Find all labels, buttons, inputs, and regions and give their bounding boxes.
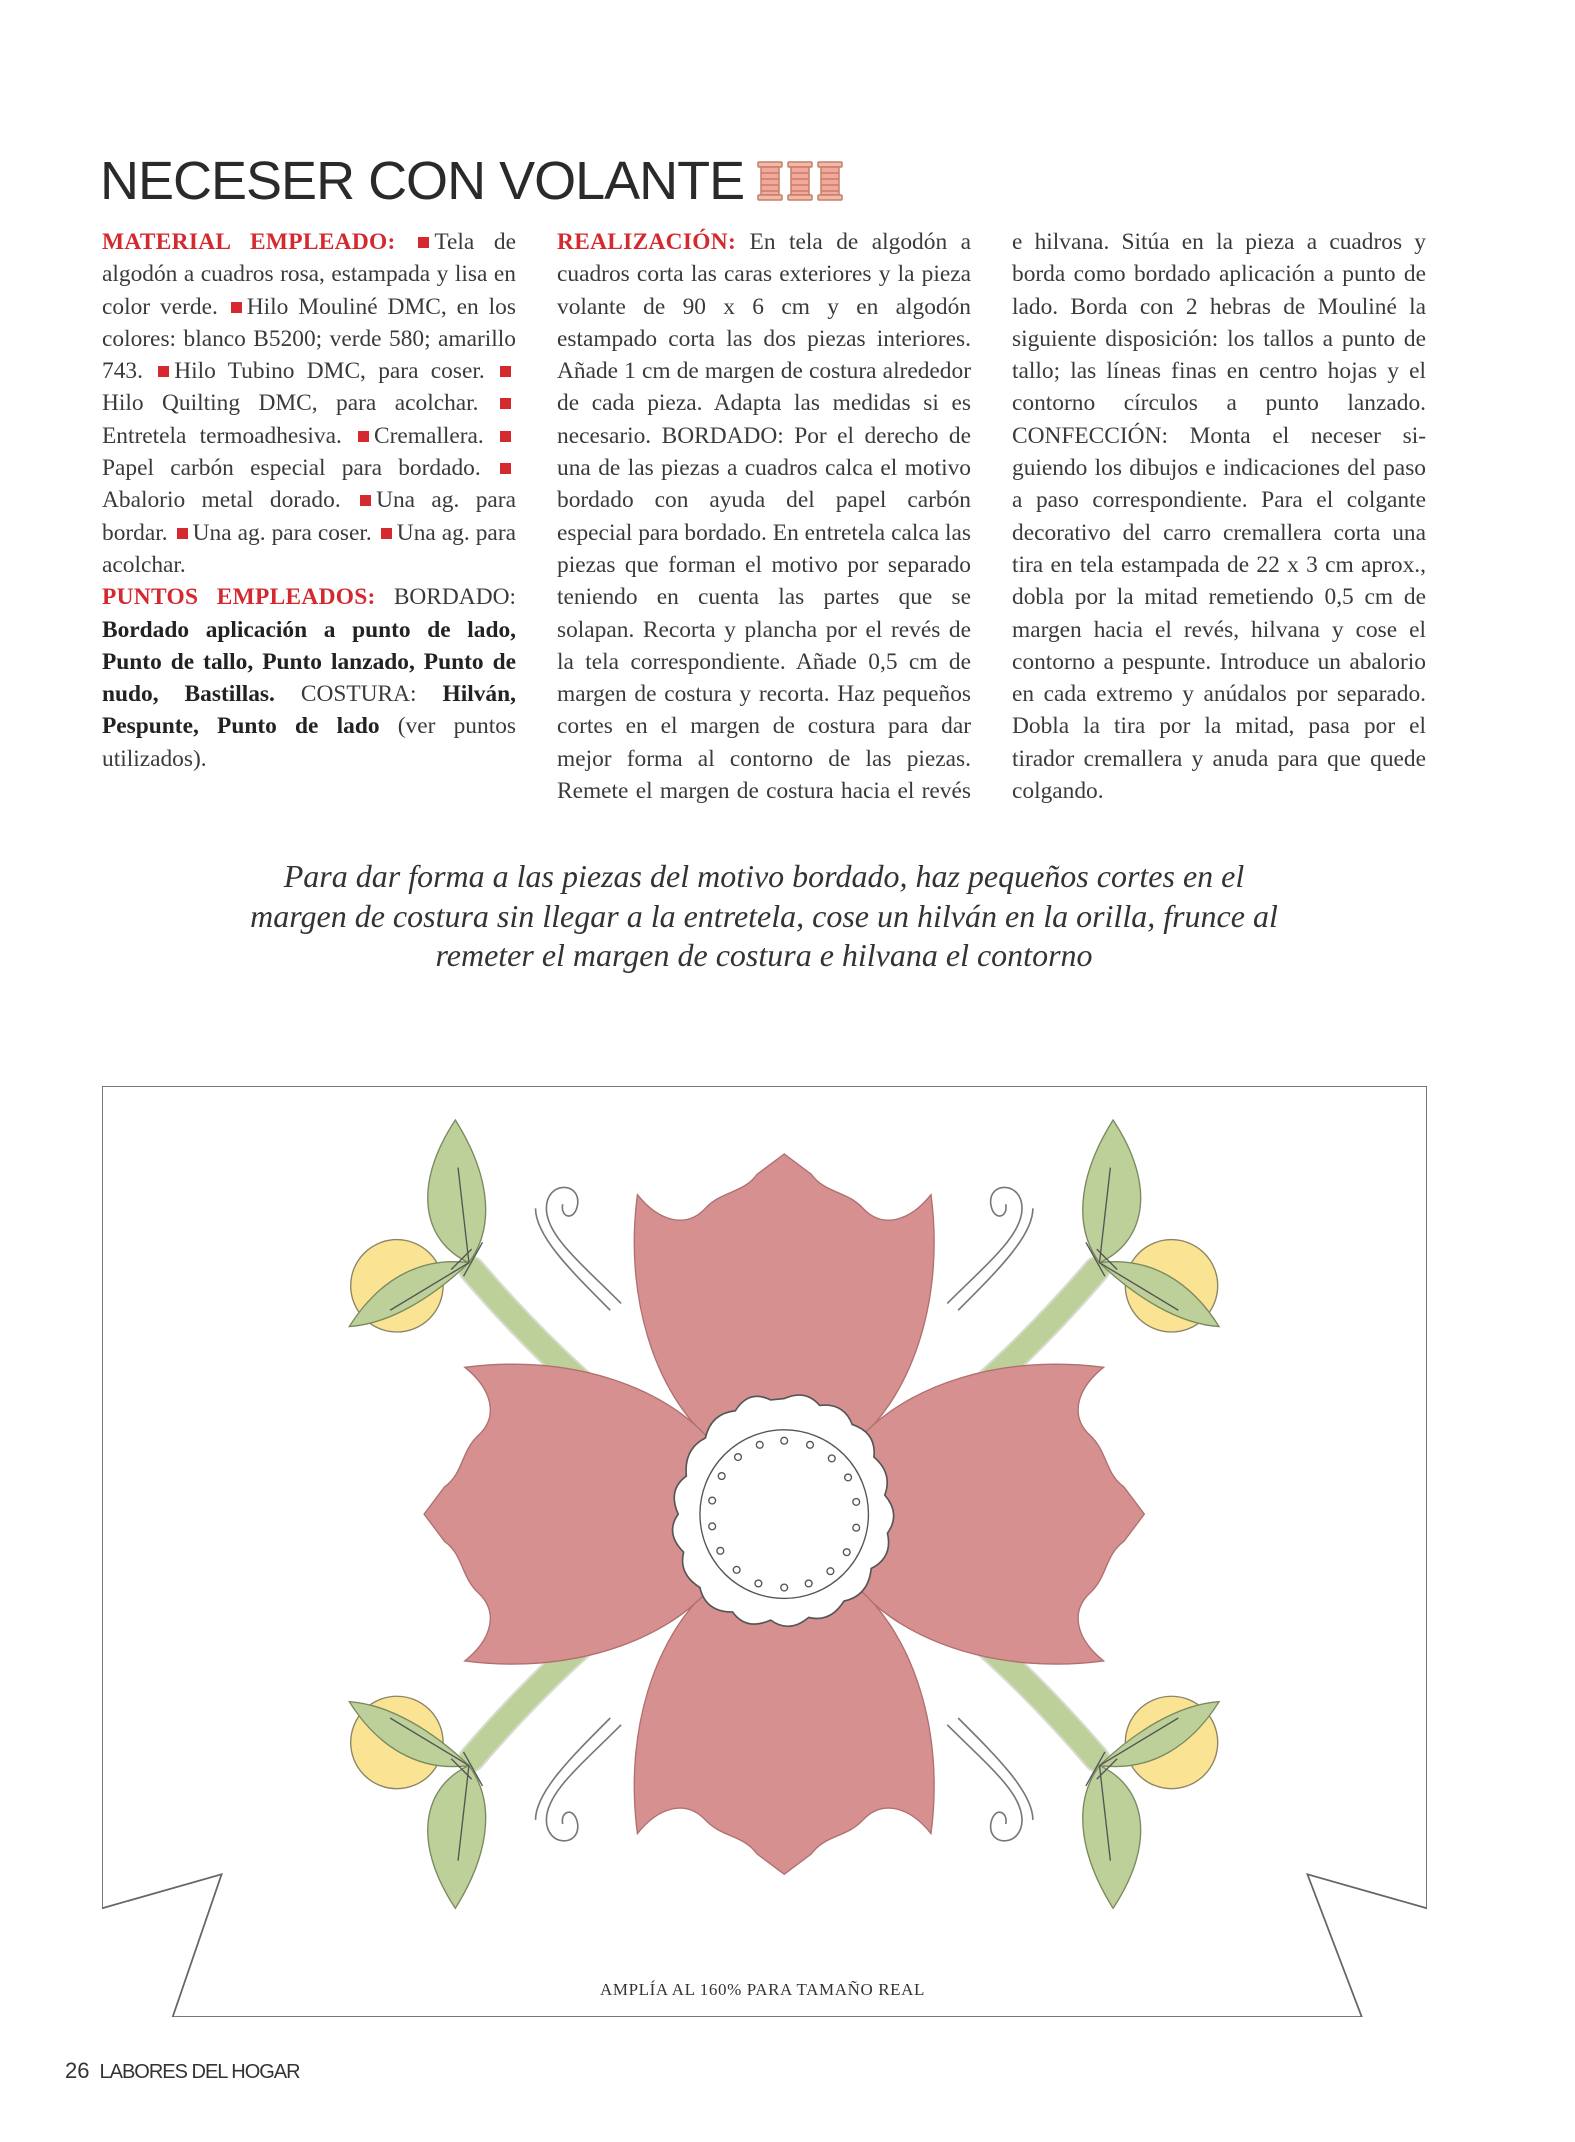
material-item: Una ag. para coser.: [192, 519, 372, 546]
material-item: Una ag. para bordar.: [102, 487, 516, 546]
material-item: Entretela termoadhesiva.: [102, 422, 342, 449]
page-title: [100, 150, 846, 212]
material-item: Una ag. para acolchar.: [102, 519, 516, 578]
realizacion-text: En tela de algodón a cuadros corta las caras exteriores y la pieza volante de 90 x 6 cm y en algodón estampado corta las dos piezas interiores. Añade 1 cm de margen de costura alrededor de cada pieza. Adapta las medidas si es necesario. BORDADO: Por el derecho de una de las piezas a cuadros calca el motivo bordado con ayuda del papel carbón especial para bordado. En entretela calca las piezas que forman el motivo por separado teniendo en cuenta las partes que se solapan. Recorta y plancha por el revés de la tela correspondiente. Añade 0,5 cm de margen de costura y recorta. Haz pequeños cortes en el margen de costura para dar mejor forma al contorno de las piezas. Remete el margen de costura hacia el revés e hilvana. Sitúa en la pieza a cuadros y borda como bordado aplicación a punto de lado. Borda con 2 hebras de Mouliné la siguiente disposición: los tallos a punto de tallo; las líneas finas en centro hojas y el contorno círculos a punto lanzado. CONFECCIÓN: Monta el neceser siguiendo los dibujos e indicaciones del paso a paso correspondiente. Para el colgante decorativo del carro cremallera corta una tira en tela estampada de 22 x 3 cm aprox., dobla por la mitad remetiendo 0,5 cm de margen hacia el revés, hilvana y cose el contorno a pespunte. Introduce un abalorio en cada extremo y anúdalos por separado. Dobla la tira por la mitad, pasa por el tirador cremallera y anuda para que quede colgando.: [557, 229, 1426, 805]
bullet-square-icon: [418, 237, 429, 248]
material-label: MATERIAL EMPLEADO:: [102, 229, 396, 255]
bullet-square-icon: [381, 528, 392, 539]
material-item: Abalorio metal dorado.: [102, 487, 341, 514]
material-item: Papel carbón especial para bordado.: [102, 455, 481, 482]
page-number: 26: [65, 2058, 90, 2083]
article-body: [102, 226, 1426, 807]
puntos-label: PUNTOS EMPLEADOS:: [102, 584, 376, 611]
flower-center-inner-circle: [700, 1430, 869, 1599]
bullet-square-icon: [500, 398, 511, 409]
material-item: Tela de algodón a cuadros rosa, estampada y lisa en color verde.: [102, 229, 516, 320]
bullet-square-icon: [500, 366, 511, 377]
bullet-square-icon: [500, 431, 511, 442]
costura-label: COSTURA:: [300, 681, 417, 708]
bullet-square-icon: [500, 463, 511, 474]
stitches-paragraph: [102, 581, 516, 775]
bullet-square-icon: [231, 302, 242, 313]
pattern-caption: AMPLÍA AL 160% PARA TAMAÑO REAL: [599, 1980, 925, 1999]
costura-note: (ver puntos utilizados).: [102, 713, 516, 772]
realizacion-label: REALIZACIÓN:: [557, 229, 737, 255]
bullet-square-icon: [177, 528, 188, 539]
material-item: Cremallera.: [374, 422, 484, 449]
bullet-square-icon: [158, 366, 169, 377]
material-item: Hilo Mouliné DMC, en los colores: blanco B5200; verde 580; amarillo 743.: [102, 293, 516, 385]
material-item: Hilo Quilting DMC, para acolchar.: [102, 390, 479, 417]
page-footer: [65, 2058, 300, 2084]
costura-stitches: Hilván, Pespunte, Punto de lado: [102, 681, 516, 740]
material-item: Hilo Tubino DMC, para coser.: [174, 358, 485, 385]
text-flow: [102, 226, 1426, 976]
magazine-name: LABORES DEL HOGAR: [99, 2061, 300, 2083]
embroidery-pattern: [102, 1086, 1427, 2017]
bordado-stitches: Bordado aplicación a punto de lado, Punto de tallo, Punto lanzado, Punto de nudo, Bastillas.: [102, 616, 516, 708]
title-text: NECESER CON VOLANTE: [100, 151, 745, 211]
bullet-square-icon: [360, 495, 371, 506]
bullet-square-icon: [358, 431, 369, 442]
flower-motif: [349, 1120, 1219, 1908]
instructions-paragraph: [557, 226, 1426, 807]
three-thread-spools-icon: [756, 159, 846, 203]
bordado-label: BORDADO:: [393, 584, 516, 611]
materials-paragraph: [102, 226, 516, 581]
pull-quote: Para dar forma a las piezas del motivo bordado, haz pequeños cortes en el margen de costura sin llegar a la entretela, cose un hilván en la orilla, frunce al remeter el margen de costura e hilvana el contorno: [250, 858, 1278, 974]
